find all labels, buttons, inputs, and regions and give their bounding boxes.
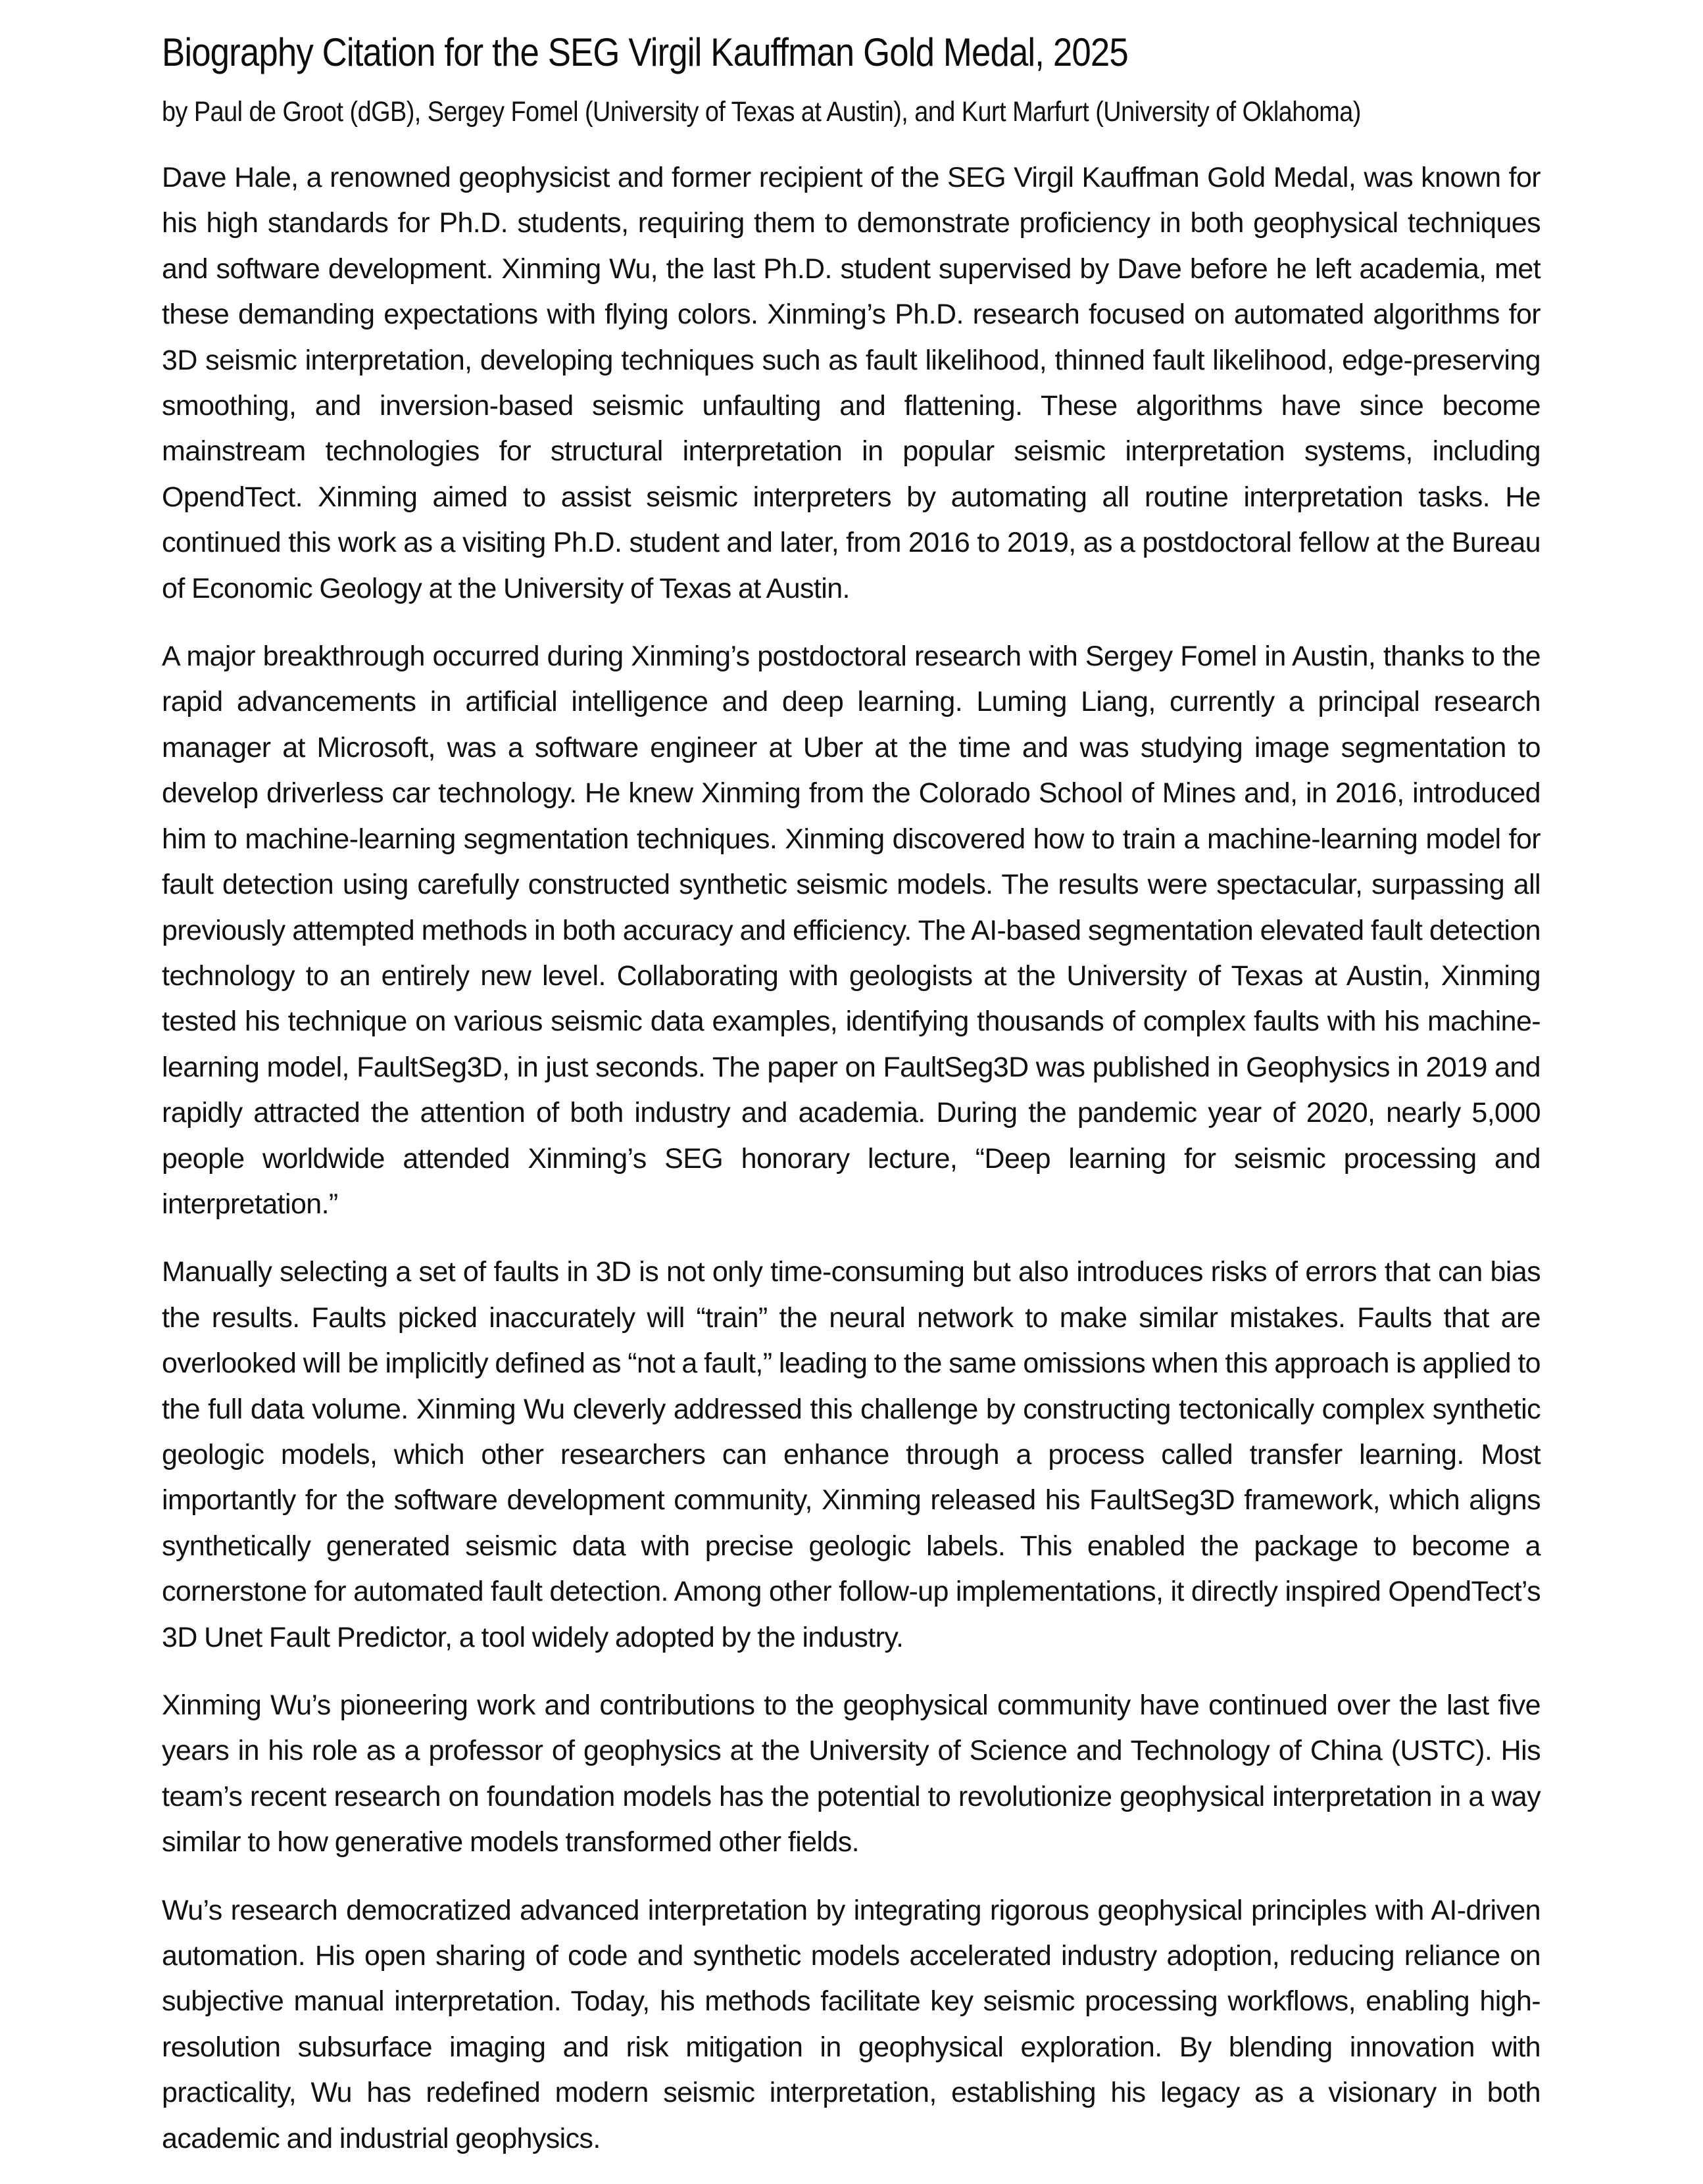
document-title: Biography Citation for the SEG Virgil Kauffman Gold Medal, 2025: [162, 30, 1128, 74]
document-body: [162, 155, 1541, 2162]
body-paragraph: Dave Hale, a renowned geophysicist and former recipient of the SEG Virgil Kauffman Gold Medal, was known for his high standards for Ph.D. students, requiring them to demonstrate proficiency in both geophysical techniques and software development. Xinming Wu, the last Ph.D. student supervised by Dave before he left academia, met these demanding expectations with flying colors. Xinming’s Ph.D. research focused on automated algorithms for 3D seismic interpretation, developing techniques such as fault likelihood, thinned fault likelihood, edge-preserving smoothing, and inversion-based seismic unfaulting and flattening. These algorithms have since become mainstream technologies for structural interpretation in popular seismic interpretation systems, including OpendTect. Xinming aimed to assist seismic interpreters by automating all routine interpretation tasks. He continued this work as a visiting Ph.D. student and later, from 2016 to 2019, as a postdoctoral fellow at the Bureau of Economic Geology at the University of Texas at Austin.: [162, 162, 1541, 604]
document-page: [162, 26, 1541, 2184]
body-paragraph: Xinming Wu’s pioneering work and contributions to the geophysical community have continued over the last five years in his role as a professor of geophysics at the University of Science and Technology of China (USTC). His team’s recent research on foundation models has the potential to revolutionize geophysical interpretation in a way similar to how generative models transformed other fields.: [162, 1689, 1541, 1858]
body-paragraph: A major breakthrough occurred during Xinming’s postdoctoral research with Sergey Fomel in Austin, thanks to the rapid advancements in artificial intelligence and deep learning. Luming Liang, currently a principal research manager at Microsoft, was a software engineer at Uber at the time and was studying image segmentation to develop driverless car technology. He knew Xinming from the Colorado School of Mines and, in 2016, introduced him to machine-learning segmentation techniques. Xinming discovered how to train a machine-learning model for fault detection using carefully constructed synthetic seismic models. The results were spectacular, surpassing all previously attempted methods in both accuracy and efficiency. The AI-based segmentation elevated fault detection technology to an entirely new level. Collaborating with geologists at the University of Texas at Austin, Xinming tested his technique on various seismic data examples, identifying thousands of complex faults with his machine-learning model, FaultSeg3D, in just seconds. The paper on FaultSeg3D was published in Geophysics in 2019 and rapidly attracted the attention of both industry and academia. During the pandemic year of 2020, nearly 5,000 people worldwide attended Xinming’s SEG honorary lecture, “Deep learning for seismic processing and interpretation.”: [162, 641, 1541, 1220]
document-byline: by Paul de Groot (dGB), Sergey Fomel (University of Texas at Austin), and Kurt Marfurt (University of Oklahoma): [162, 96, 1361, 128]
body-paragraph: Wu’s research democratized advanced interpretation by integrating rigorous geophysical principles with AI-driven automation. His open sharing of code and synthetic models accelerated industry adoption, reducing reliance on subjective manual interpretation. Today, his methods facilitate key seismic processing workflows, enabling high-resolution subsurface imaging and risk mitigation in geophysical exploration. By blending innovation with practicality, Wu has redefined modern seismic interpretation, establishing his legacy as a visionary in both academic and industrial geophysics.: [162, 1894, 1541, 2154]
body-paragraph: Manually selecting a set of faults in 3D is not only time-consuming but also introduces risks of errors that can bias the results. Faults picked inaccurately will “train” the neural network to make similar mistakes. Faults that are overlooked will be implicitly defined as “not a fault,” leading to the same omissions when this approach is applied to the full data volume. Xinming Wu cleverly addressed this challenge by constructing tectonically complex synthetic geologic models, which other researchers can enhance through a process called transfer learning. Most importantly for the software development community, Xinming released his FaultSeg3D framework, which aligns synthetically generated seismic data with precise geologic labels. This enabled the package to become a cornerstone for automated fault detection. Among other follow-up implementations, it directly inspired OpendTect’s 3D Unet Fault Predictor, a tool widely adopted by the industry.: [162, 1256, 1541, 1653]
